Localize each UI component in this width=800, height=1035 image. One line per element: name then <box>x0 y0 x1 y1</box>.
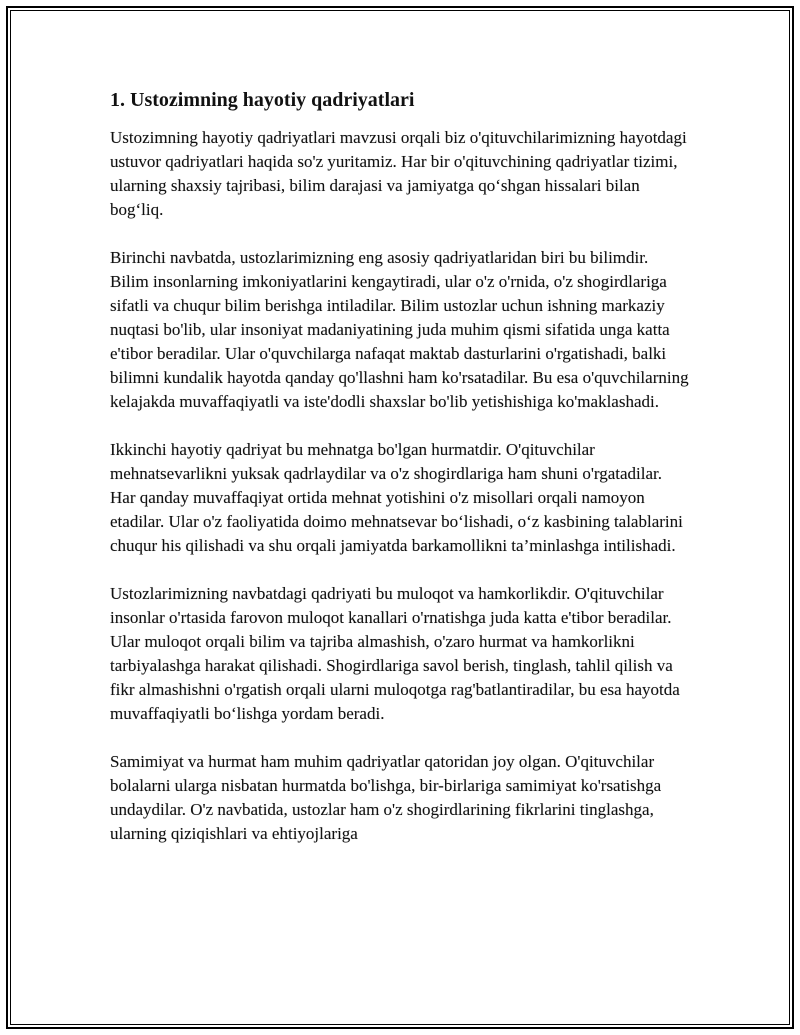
paragraph-intro: Ustozimning hayotiy qadriyatlari mavzusi orqali biz o'qituvchilarimizning hayotdagi ustuvor qadriyatlari haqida so'z yuritamiz. Har bir o'qituvchining qadriyatlar tizimi, ularning shaxsiy tajribasi, bilim darajasi va jamiyatga qo‘shgan hissalari bilan bog‘liq. <box>110 128 687 219</box>
section-heading: 1. Ustozimning hayotiy qadriyatlari <box>110 89 415 111</box>
paragraph-labor: Ikkinchi hayotiy qadriyat bu mehnatga bo'lgan hurmatdir. O'qituvchilar mehnatsevarlikni yuksak qadrlaydilar va o'z shogirdlariga ham shuni o'rgatadilar. Har qanday muvaffaqiyat ortida mehnat yotishini o'z misollari orqali namoyon etadilar. Ular o'z faoliyatida doimo mehnatsevar bo‘lishadi, o‘z kasbining talablarini chuqur his qilishadi va shu orqali jamiyatda barkamollikni ta’minlashga intilishadi. <box>110 440 683 555</box>
paragraph-communication: Ustozlarimizning navbatdagi qadriyati bu muloqot va hamkorlikdir. O'qituvchilar insonlar o'rtasida farovon muloqot kanallari o'rnatishga juda katta e'tibor beradilar. Ular muloqot orqali bilim va tajriba almashish, o'zaro hurmat va hamkorlikni tarbiyalashga harakat qilishadi. Shogirdlariga savol berish, tinglash, tahlil qilish va fikr almashishni o'rgatish orqali ularni muloqotga rag'batlantiradilar, bu esa hayotda muvaffaqiyatli bo‘lishga yordam beradi. <box>110 584 680 723</box>
paragraph-sincerity: Samimiyat va hurmat ham muhim qadriyatlar qatoridan joy olgan. O'qituvchilar bolalarni ularga nisbatan hurmatda bo'lishga, bir-birlariga samimiyat ko'rsatishga undaydilar. O'z navbatida, ustozlar ham o'z shogirdlarining fikrlarini tinglashga, ularning qiziqishlari va ehtiyojlariga <box>110 752 662 843</box>
paragraph-knowledge: Birinchi navbatda, ustozlarimizning eng asosiy qadriyatlaridan biri bu bilimdir. Bilim insonlarning imkoniyatlarini kengaytiradi, ular o'z o'rnida, o'z shogirdlariga sifatli va chuqur bilim berishga intiladilar. Bilim ustozlar uchun ishning markaziy nuqtasi bo'lib, ular insoniyat madaniyatining juda muhim qismi sifatida unga katta e'tibor beradilar. Ular o'quvchilarga nafaqat maktab dasturlarini o'rgatishadi, balki bilimni kundalik hayotda qanday qo'llashni ham ko'rsatadilar. Bu esa o'quvchilarning kelajakda muvaffaqiyatli va iste'dodli shaxslar bo'lib yetishishiga ko'maklashadi. <box>110 248 689 411</box>
document-body <box>110 88 690 870</box>
